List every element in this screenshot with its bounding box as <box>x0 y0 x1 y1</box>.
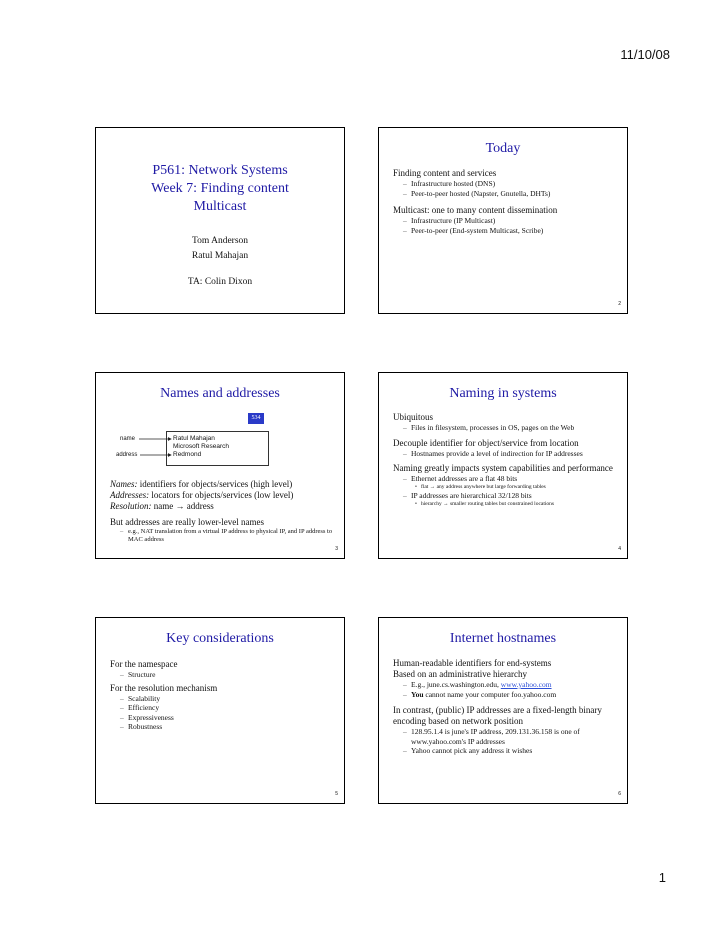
example-text: E.g., june.cs.washington.edu, <box>411 680 501 689</box>
bullet <box>110 479 336 490</box>
sub-bullet: – Hostnames provide a level of indirection for IP addresses <box>403 449 619 459</box>
sub-bullet: – Scalability <box>120 694 336 704</box>
definition: locators for objects/services (low level) <box>149 490 294 500</box>
emphasis: You <box>411 689 424 699</box>
slide-6-title: Internet hostnames <box>449 631 557 646</box>
bullet: Human-readable identifiers for end-systems <box>393 658 552 668</box>
title-line-1: P561: Network Systems <box>152 163 288 178</box>
slide-4-title: Naming in systems <box>449 386 557 401</box>
bullet: Multicast: one to many content dissemination <box>393 205 558 215</box>
yahoo-link[interactable]: www.yahoo.com <box>500 680 552 689</box>
slide-6-body <box>393 658 619 756</box>
definition: identifiers for objects/services (high level) <box>137 479 293 489</box>
bullet: For the namespace <box>110 659 178 669</box>
title-line-2: Week 7: Finding content <box>151 181 289 196</box>
title-line-3: Multicast <box>193 199 247 214</box>
value-line: Ratul Mahajan <box>173 435 215 442</box>
bullet: Ubiquitous <box>393 412 434 422</box>
sub-bullet: – Ethernet addresses are a flat 48 bits <box>403 474 619 484</box>
slide-2-body <box>393 168 619 235</box>
sub-sub-bullet: • flat → any address anywhere but large forwarding tables <box>415 484 619 492</box>
sub-bullet <box>403 680 619 690</box>
slide-number: 5 <box>335 791 338 797</box>
definition: name → address <box>151 501 214 511</box>
sub-sub-bullet: • hierarchy → smaller routing tables but constrained locations <box>415 501 619 509</box>
slide-1 <box>95 127 345 314</box>
sub-bullet: – Efficiency <box>120 703 336 713</box>
bullet <box>110 501 336 512</box>
sub-bullet-text: cannot name your computer foo.yahoo.com <box>423 689 557 699</box>
sub-bullet: – Peer-to-peer hosted (Napster, Gnutella, DHTs) <box>403 189 619 199</box>
slide-number: 6 <box>618 791 621 797</box>
page-number: 1 <box>658 870 666 885</box>
bullet: In contrast, (public) IP addresses are a fixed-length binary encoding based on network position <box>393 705 602 726</box>
address-label: address <box>116 452 138 458</box>
term: Resolution: <box>110 501 152 511</box>
slide-6 <box>378 617 628 804</box>
teaching-assistant: TA: Colin Dixon <box>187 277 253 287</box>
slide-3-title: Names and addresses <box>160 386 280 401</box>
slide-3-body <box>110 479 336 544</box>
value-line: Microsoft Research <box>173 443 229 450</box>
sub-bullet: – e.g., NAT translation from a virtual IP address to physical IP, and IP address to MAC address <box>120 528 336 544</box>
slide-number: 4 <box>618 546 621 552</box>
slide-5-title: Key considerations <box>166 631 274 646</box>
sub-bullet: – Expressiveness <box>120 713 336 723</box>
slide-3 <box>95 372 345 559</box>
sub-bullet: – Infrastructure (IP Multicast) <box>403 216 619 226</box>
sub-bullet: – Peer-to-peer (End-system Multicast, Scribe) <box>403 226 619 236</box>
address-values <box>173 435 229 459</box>
slide-2-title: Today <box>485 141 521 156</box>
sub-bullet <box>403 690 619 700</box>
sub-bullet: – Infrastructure hosted (DNS) <box>403 179 619 189</box>
value-line: Redmond <box>173 451 202 458</box>
slide-4-body <box>393 412 619 508</box>
bullet: For the resolution mechanism <box>110 682 218 693</box>
slide-number: 3 <box>335 546 338 552</box>
author-1: Tom Anderson <box>191 236 249 246</box>
author-2: Ratul Mahajan <box>191 251 249 261</box>
room-badge: 534 <box>248 413 264 424</box>
bullet: Based on an administrative hierarchy <box>393 669 527 679</box>
sub-bullet: – Robustness <box>120 722 336 732</box>
bullet: Decouple identifier for object/service from location <box>393 437 579 448</box>
bullet: Naming greatly impacts system capabilities and performance <box>393 463 613 473</box>
slide-4 <box>378 372 628 559</box>
authors <box>96 234 344 264</box>
slide-5-body <box>110 659 336 732</box>
slide-5 <box>95 617 345 804</box>
page-date: 11/10/08 <box>620 47 670 62</box>
sub-bullet: – Structure <box>120 670 336 680</box>
sub-bullet: – 128.95.1.4 is june's IP address, 209.131.36.158 is one of www.yahoo.com's IP addresses <box>403 727 619 746</box>
term: Names: <box>110 479 138 489</box>
term: Addresses: <box>110 490 150 500</box>
sub-bullet: – Yahoo cannot pick any address it wishes <box>403 746 619 756</box>
slide-2 <box>378 127 628 314</box>
slide-number: 2 <box>618 301 621 307</box>
sub-bullet: – IP addresses are hierarchical 32/128 bits <box>403 491 619 501</box>
bullet: Finding content and services <box>393 168 497 178</box>
sub-bullet: – Files in filesystem, processes in OS, pages on the Web <box>403 423 619 433</box>
bullet <box>110 490 336 501</box>
slide-1-title <box>96 162 344 216</box>
name-label: name <box>120 436 136 442</box>
bullet: But addresses are really lower-level names <box>110 517 265 527</box>
